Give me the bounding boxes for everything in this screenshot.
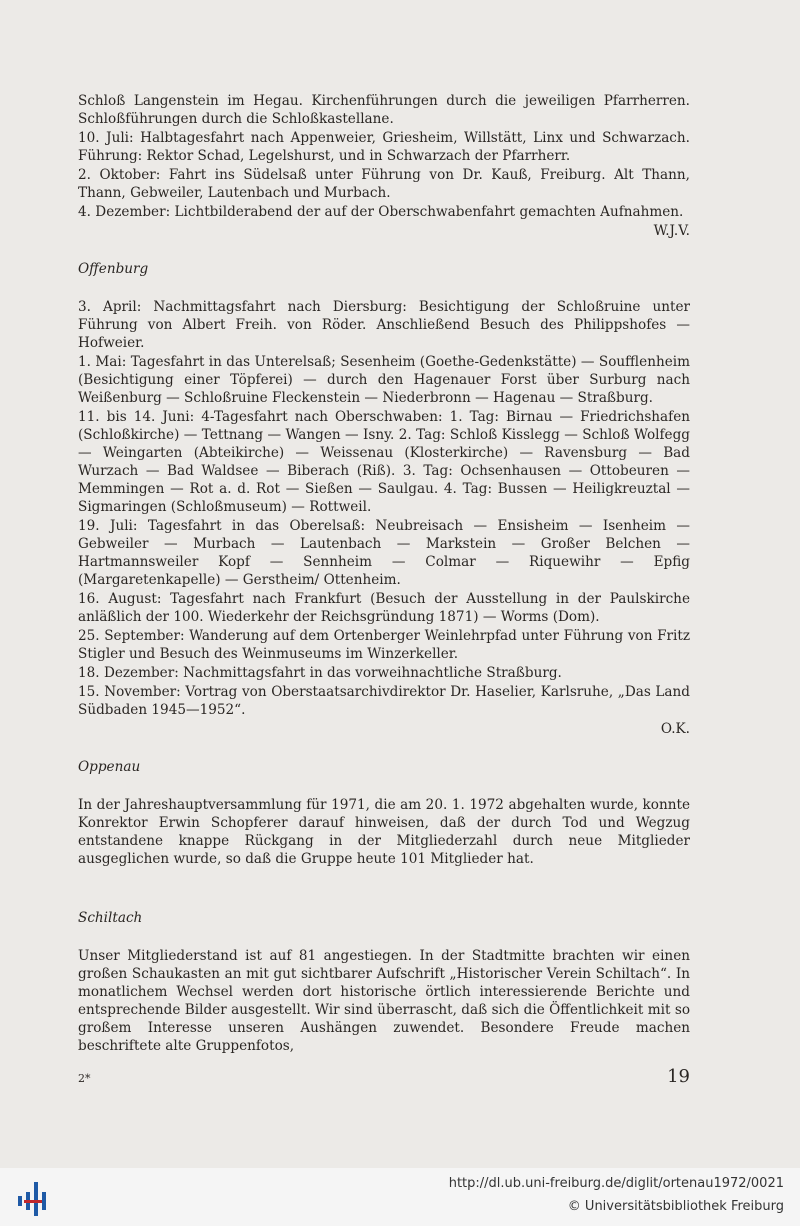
library-logo-icon	[14, 1178, 54, 1218]
paragraph: In der Jahreshauptversammlung für 1971, die am 20. 1. 1972 abgehalten wurde, konnte Konrektor Erwin Schopferer darauf hinweisen, daß der durch Tod und Wegzug entstandene knappe Rückgang in der Mitgliederzahl durch neue Mitglieder ausgeglichen wurde, so daß die Gruppe heute 101 Mitglieder hat.	[78, 797, 690, 867]
section-heading-oppenau: Oppenau	[78, 759, 141, 775]
paragraph: 3. April: Nachmittagsfahrt nach Diersburg: Besichtigung der Schloßruine unter Führung von Albert Freih. von Röder. Anschließend Besuch des Philippshofes — Hofweier.	[78, 299, 690, 351]
signature: W.J.V.	[653, 223, 690, 239]
signature: O.K.	[660, 721, 690, 737]
paragraph: Unser Mitgliederstand ist auf 81 angestiegen. In der Stadtmitte brachten wir einen großen Schaukasten an mit gut sichtbarer Aufschrift „Historischer Verein Schiltach“. In monatlichem Wechsel werden dort historische örtlich interessierende Berichte und entsprechende Bilder ausgestellt. Wir sind überrascht, daß sich die Öffentlichkeit mit so großem Interesse unseren Aushängen zuwendet. Besondere Freude machen beschriftete alte Gruppenfotos,	[78, 948, 690, 1054]
document-url-link[interactable]: http://dl.ub.uni-freiburg.de/diglit/ortenau1972/0021	[448, 1176, 784, 1191]
paragraph: 2. Oktober: Fahrt ins Südelsaß unter Führung von Dr. Kauß, Freiburg. Alt Thann, Thann, Gebweiler, Lautenbach und Murbach.	[78, 167, 690, 201]
page-number: 19	[667, 1066, 690, 1087]
section-heading-schiltach: Schiltach	[78, 910, 143, 926]
section-heading-offenburg: Offenburg	[78, 261, 149, 277]
paragraph: 15. November: Vortrag von Oberstaatsarchivdirektor Dr. Haselier, Karlsruhe, „Das Land Südbaden 1945—1952“.	[78, 684, 690, 718]
paragraph: Schloß Langenstein im Hegau. Kirchenführungen durch die jeweiligen Pfarrherren. Schloßführungen durch die Schloßkastellane.	[78, 93, 690, 127]
copyright-text: © Universitätsbibliothek Freiburg	[567, 1199, 784, 1214]
paragraph: 10. Juli: Halbtagesfahrt nach Appenweier, Griesheim, Willstätt, Linx und Schwarzach. Führung: Rektor Schad, Legelshurst, und in Schwarzach der Pfarrherr.	[78, 130, 690, 164]
paragraph: 16. August: Tagesfahrt nach Frankfurt (Besuch der Ausstellung in der Paulskirche anläßlich der 100. Wiederkehr der Reichsgründung 1871) — Worms (Dom).	[78, 591, 690, 625]
paragraph: 1. Mai: Tagesfahrt in das Unterelsaß; Sesenheim (Goethe-Gedenkstätte) — Soufflenheim (Besichtigung einer Töpferei) — durch den Hagenauer Forst über Surburg nach Weißenburg — Schloßruine Fleckenstein — Niederbronn — Hagenau — Straßburg.	[78, 354, 690, 406]
paragraph: 18. Dezember: Nachmittagsfahrt in das vorweihnachtliche Straßburg.	[78, 665, 562, 681]
viewer-footer-bar	[0, 1168, 800, 1226]
paragraph: 11. bis 14. Juni: 4-Tagesfahrt nach Oberschwaben: 1. Tag: Birnau — Friedrichshafen (Schloßkirche) — Tettnang — Wangen — Isny. 2. Tag: Schloß Kisslegg — Schloß Wolfegg — Weingarten (Abteikirche) — Weissenau (Klosterkirche) — Ravensburg — Bad Wurzach — Bad Waldsee — Biberach (Riß). 3. Tag: Ochsenhausen — Ottobeuren — Memmingen — Rot a. d. Rot — Sießen — Saulgau. 4. Tag: Bussen — Heiligkreuztal — Sigmaringen (Schloßmuseum) — Rottweil.	[78, 409, 690, 515]
paragraph: 4. Dezember: Lichtbilderabend der auf der Oberschwabenfahrt gemachten Aufnahmen.	[78, 204, 684, 220]
page-text	[78, 92, 690, 1056]
paragraph: 19. Juli: Tagesfahrt in das Oberelsaß: Neubreisach — Ensisheim — Isenheim — Gebweiler — Murbach — Lautenbach — Markstein — Großer Belchen — Hartmannsweiler Kopf — Sennheim — Colmar — Riquewihr — Epfig (Margaretenkapelle) — Gerstheim/ Ottenheim.	[78, 518, 690, 588]
signature-mark: 2*	[78, 1072, 91, 1085]
paragraph: 25. September: Wanderung auf dem Ortenberger Weinlehrpfad unter Führung von Fritz Stigler und Besuch des Weinmuseums im Winzerkeller.	[78, 628, 690, 662]
